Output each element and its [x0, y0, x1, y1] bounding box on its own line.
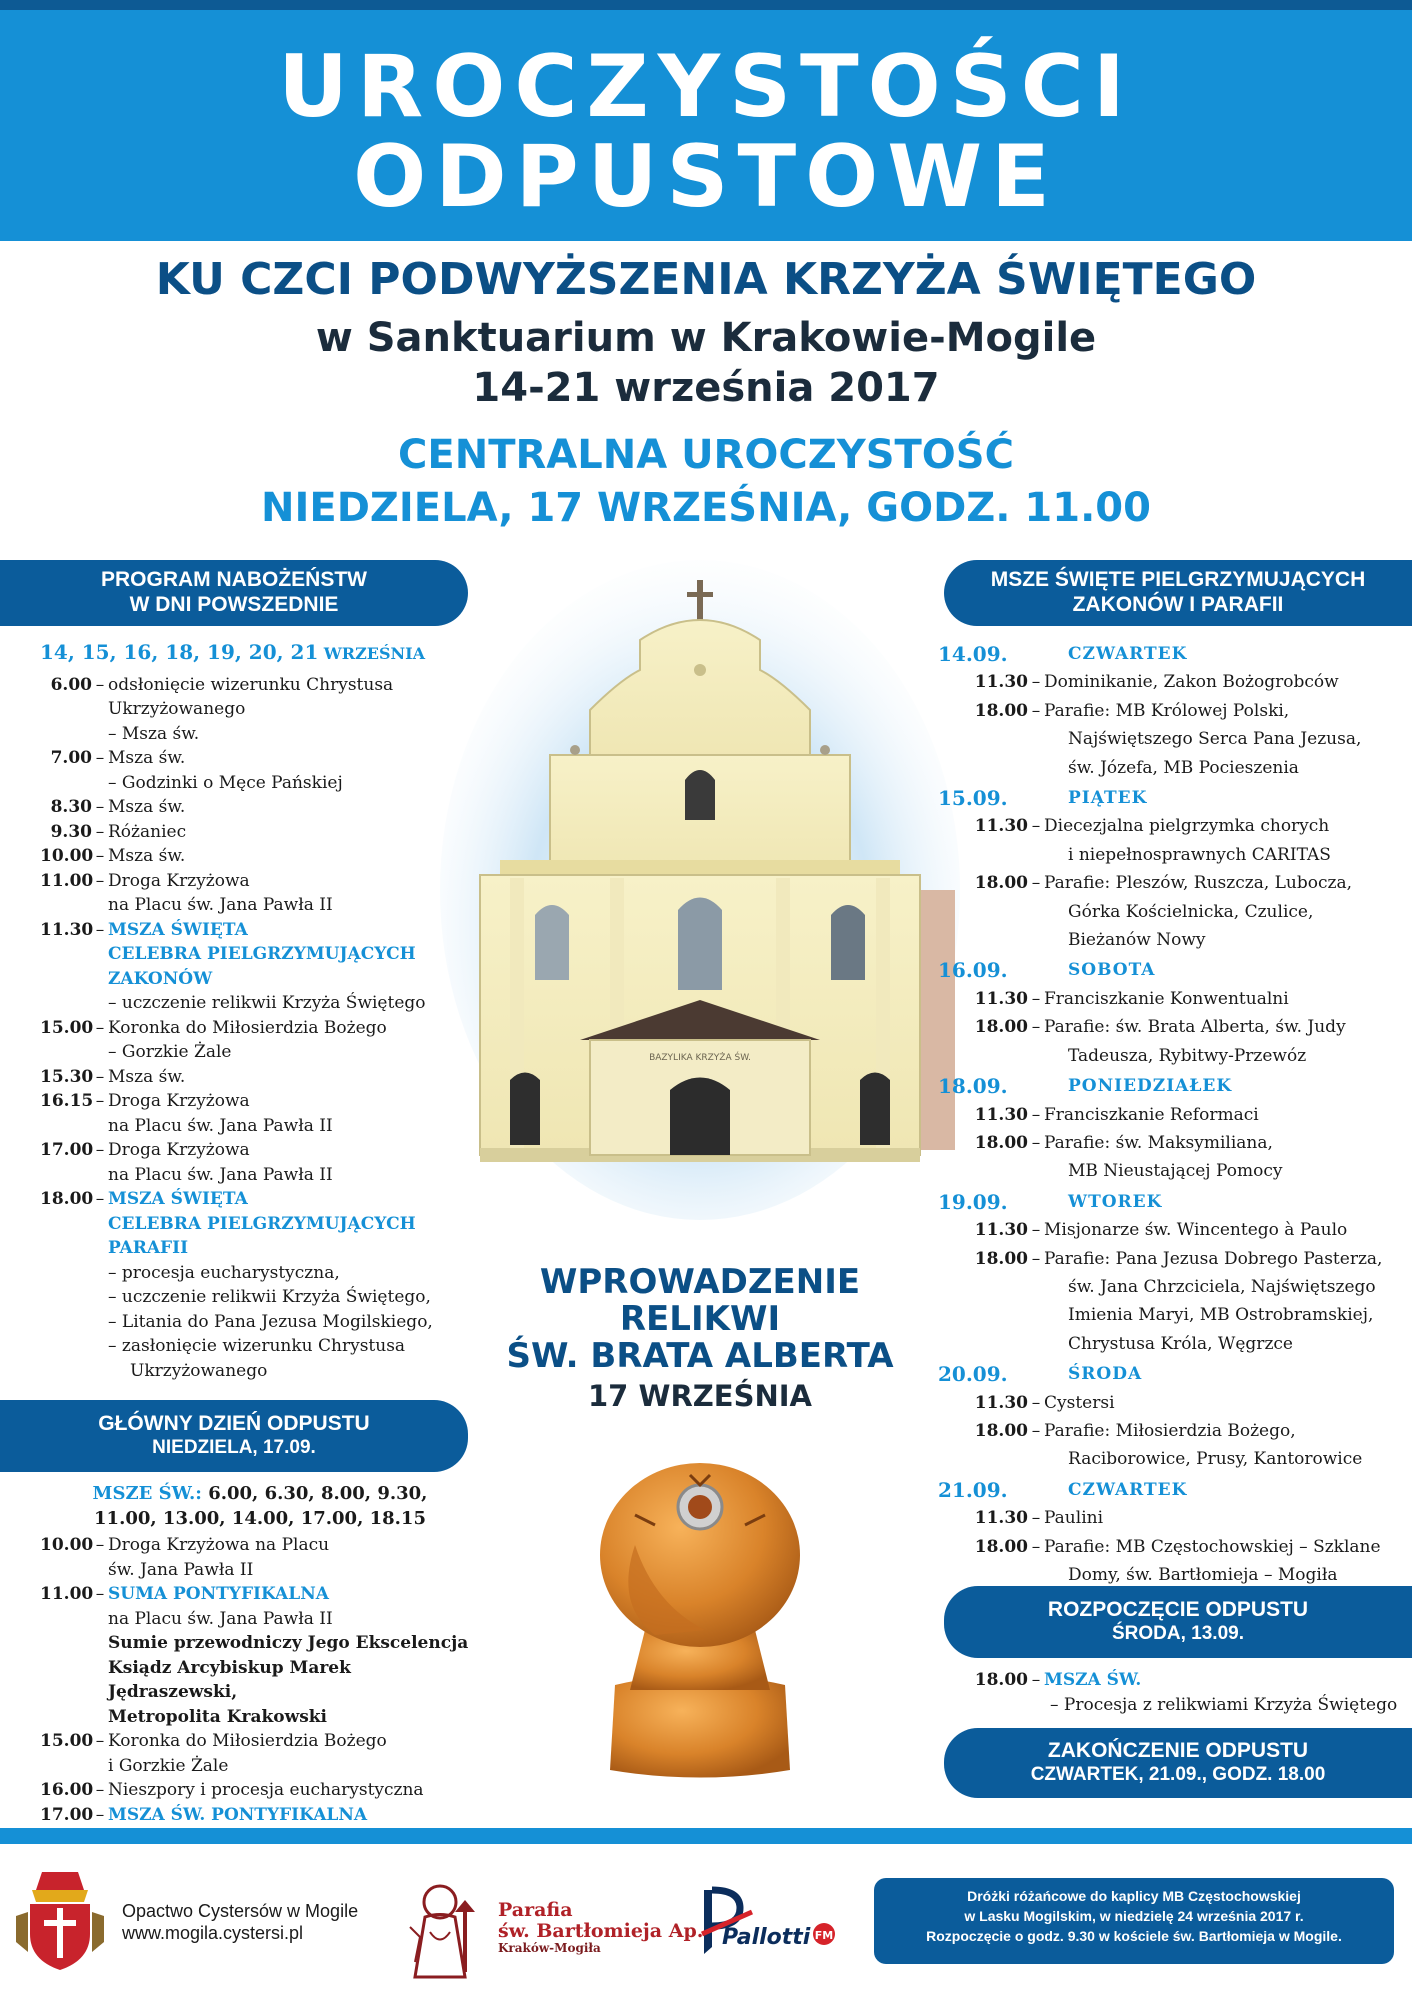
event-cont: Górka Kościelnicka, Czulice,	[1068, 901, 1314, 922]
schedule-row: 17.00 – Droga Krzyżowa	[40, 1138, 460, 1163]
day-name: WTOREK	[1068, 1191, 1163, 1212]
main-day-pill-line2: NIEDZIELA, 17.09.	[152, 1437, 316, 1459]
event: Diecezjalna pielgrzymka chorych	[1044, 816, 1330, 837]
time: 18.00	[974, 1670, 1028, 1690]
event: Droga Krzyżowa na Placu	[108, 1535, 330, 1555]
time: 18.00	[974, 1536, 1028, 1557]
pallotti-fm-logo	[692, 1882, 847, 1962]
event: Nieszpory i procesja eucharystyczna	[108, 1780, 424, 1800]
schedule-row: 15.30 – Msza św.	[40, 1065, 460, 1090]
weekdays-dates-numbers: 14, 15, 16, 18, 19, 20, 21	[40, 640, 319, 664]
masses-line2: 11.00, 13.00, 14.00, 17.00, 18.15	[94, 1507, 426, 1529]
event-cont: św. Jana Pawła II	[108, 1559, 254, 1580]
closing-pill-line1: ZAKOŃCZENIE ODPUSTU	[1047, 1739, 1309, 1763]
abbey-name: Opactwo Cystersów w Mogile	[122, 1901, 359, 1921]
event: Parafie: MB Królowej Polski,	[1044, 700, 1290, 721]
rosary-notice-line3: Rozpoczęcie o godz. 9.30 w kościele św. Bartłomieja w Mogile.	[926, 1928, 1342, 1944]
time: 10.00	[40, 1535, 94, 1555]
schedule-row: 15.00 – Koronka do Miłosierdzia Bożego	[40, 1016, 460, 1041]
event-cont: Bieżanów Nowy	[1068, 930, 1206, 951]
event: Franciszkanie Reformaci	[1044, 1104, 1259, 1125]
day-date: 20.09.	[938, 1362, 1008, 1387]
footer-line	[0, 1828, 1412, 1844]
schedule-row: 9.30 – Różaniec	[40, 820, 460, 845]
main-day-schedule	[40, 1482, 480, 1827]
event: odsłonięcie wizerunku Chrystusa	[108, 674, 394, 695]
time: 11.30	[40, 919, 94, 940]
day-header	[938, 1360, 1408, 1388]
event: Msza św.	[108, 1066, 186, 1087]
weekdays-dates	[40, 640, 460, 667]
time: 18.00	[40, 1189, 94, 1209]
radio-fm-badge: FM	[814, 1929, 834, 1942]
time: 11.30	[974, 1392, 1028, 1413]
abbey-info	[122, 1900, 358, 1944]
parish-info	[498, 1900, 703, 1955]
time: 15.30	[40, 1066, 94, 1087]
schedule-row: 8.30 – Msza św.	[40, 795, 460, 820]
day-header	[938, 1476, 1408, 1504]
church-illustration	[440, 560, 960, 1220]
opening-pill-line2: ŚRODA, 13.09.	[1112, 1623, 1244, 1645]
time: 9.30	[50, 821, 92, 842]
event-cont: – uczczenie relikwii Krzyża Świętego	[108, 993, 426, 1013]
event-highlight: MSZA ŚW. PONTYFIKALNA	[108, 1804, 368, 1825]
time: 15.00	[40, 1017, 94, 1038]
reliquary-image	[575, 1455, 825, 1780]
event: Franciszkanie Konwentualni	[1044, 988, 1289, 1009]
event-cont: Sumie przewodniczy Jego Ekscelencja	[108, 1633, 469, 1653]
time: 18.00	[974, 873, 1028, 894]
day-date: 15.09.	[938, 786, 1008, 811]
event-cont: na Placu św. Jana Pawła II	[108, 1115, 333, 1136]
schedule-row: 18.00 – Parafie: Pleszów, Ruszcza, Lubocza,	[938, 869, 1408, 897]
event-cont: św. Jana Chrzciciela, Najświętszego	[1068, 1276, 1376, 1297]
opening-schedule	[938, 1668, 1408, 1717]
parish-name: św. Bartłomieja Ap.	[498, 1919, 704, 1942]
schedule-row: 18.00 – Parafie: św. Maksymiliana,	[938, 1129, 1408, 1157]
event: Koronka do Miłosierdzia Bożego	[108, 1017, 387, 1038]
event: Msza św.	[108, 846, 186, 866]
time: 16.15	[40, 1091, 94, 1111]
pilgrims-pill-line2: ZAKONÓW I PARAFII	[1072, 593, 1284, 616]
event-cont: Imienia Maryi, MB Ostrobramskiej,	[1068, 1305, 1374, 1326]
schedule-row: 11.30 – Franciszkanie Reformaci	[938, 1101, 1408, 1129]
day-header	[938, 640, 1408, 668]
schedule-row: 18.00 – MSZA ŚW.	[938, 1668, 1408, 1693]
masses-label: MSZE ŚW.:	[92, 1483, 202, 1504]
relic-intro-line3: ŚW. BRATA ALBERTA	[506, 1336, 894, 1376]
event: Parafie: MB Częstochowskiej – Szklane	[1044, 1536, 1381, 1557]
schedule-row: 18.00 – Parafie: MB Częstochowskiej – Szklane	[938, 1533, 1408, 1561]
time: 11.30	[974, 1104, 1028, 1125]
event-cont: – Litania do Pana Jezusa Mogilskiego,	[108, 1311, 433, 1332]
event: Msza św.	[108, 748, 186, 768]
event: Droga Krzyżowa	[108, 870, 250, 891]
event: Różaniec	[108, 821, 187, 842]
event-highlight-cont: CELEBRA PIELGRZYMUJĄCYCH	[108, 944, 416, 964]
day-name: PONIEDZIAŁEK	[1068, 1076, 1233, 1097]
event-cont: Ukrzyżowanego	[108, 699, 246, 719]
time: 18.00	[974, 700, 1028, 721]
schedule-row: 11.30 – Diecezjalna pielgrzymka chorych	[938, 812, 1408, 840]
schedule-row: 15.00 – Koronka do Miłosierdzia Bożego	[40, 1729, 480, 1754]
schedule-row: 17.00 – MSZA ŚW. PONTYFIKALNA	[40, 1803, 480, 1828]
schedule-row: 11.30 – Misjonarze św. Wincentego à Paulo	[938, 1216, 1408, 1244]
day-date: 19.09.	[938, 1189, 1008, 1214]
opening-pill	[944, 1586, 1412, 1658]
parish-label: Parafia	[498, 1899, 573, 1921]
pilgrims-pill	[944, 560, 1412, 626]
schedule-row: 11.30 – Dominikanie, Zakon Bożogrobców	[938, 668, 1408, 696]
event-cont: – Msza św.	[108, 723, 200, 744]
time: 11.00	[40, 870, 94, 891]
schedule-row: 6.00 – odsłonięcie wizerunku Chrystusa	[40, 673, 460, 698]
schedule-row: 11.30 – Paulini	[938, 1504, 1408, 1532]
event-cont: MB Nieustającej Pomocy	[1068, 1161, 1283, 1182]
event-cont: Chrystusa Króla, Węgrzce	[1068, 1333, 1293, 1354]
subtitle: KU CZCI PODWYŻSZENIA KRZYŻA ŚWIĘTEGO	[155, 254, 1257, 305]
weekdays-pill	[0, 560, 468, 626]
day-header	[938, 784, 1408, 812]
time: 6.00	[50, 674, 92, 695]
parish-location: Kraków-Mogiła	[498, 1940, 601, 1955]
main-day-pill	[0, 1400, 468, 1472]
radio-name: Pallotti	[722, 1925, 811, 1950]
event-highlight: MSZA ŚWIĘTA	[108, 1189, 248, 1209]
day-header	[938, 1072, 1408, 1100]
event: Parafie: Pleszów, Ruszcza, Lubocza,	[1044, 873, 1353, 894]
event-cont: na Placu św. Jana Pawła II	[108, 895, 333, 915]
time: 17.00	[40, 1804, 94, 1825]
schedule-row: 10.00 – Msza św.	[40, 844, 460, 869]
schedule-row: 18.00 – MSZA ŚWIĘTA	[40, 1187, 460, 1212]
pilgrims-schedule	[938, 638, 1408, 1589]
relic-intro-line1: WPROWADZENIE	[539, 1262, 861, 1302]
schedule-row: 11.30 – MSZA ŚWIĘTA	[40, 918, 460, 943]
parish-saint-logo	[385, 1872, 495, 1982]
event-cont: Raciborowice, Prusy, Kantorowice	[1068, 1449, 1363, 1470]
time: 17.00	[40, 1140, 94, 1160]
masses-line1: 6.00, 6.30, 8.00, 9.30,	[208, 1483, 428, 1504]
rosary-notice	[874, 1878, 1394, 1964]
event-cont: – uczczenie relikwii Krzyża Świętego,	[108, 1287, 431, 1307]
event: Cystersi	[1044, 1392, 1115, 1413]
pilgrims-pill-line1: MSZE ŚWIĘTE PIELGRZYMUJĄCYCH	[990, 568, 1366, 592]
relic-intro-date: 17 WRZEŚNIA	[588, 1379, 812, 1413]
event: Parafie: Pana Jezusa Dobrego Pasterza,	[1044, 1248, 1383, 1269]
schedule-row: 18.00 – Parafie: Pana Jezusa Dobrego Pasterza,	[938, 1245, 1408, 1273]
event-cont: – Godzinki o Męce Pańskiej	[108, 772, 343, 793]
schedule-row: 18.00 – Parafie: MB Królowej Polski,	[938, 697, 1408, 725]
church-label: BAZYLIKA KRZYŻA ŚW.	[649, 1053, 751, 1063]
time: 18.00	[974, 1420, 1028, 1441]
opening-pill-line1: ROZPOCZĘCIE ODPUSTU	[1047, 1598, 1309, 1622]
schedule-row: 7.00 – Msza św.	[40, 746, 460, 771]
event-cont: – procesja eucharystyczna,	[108, 1262, 340, 1283]
time: 18.00	[974, 1017, 1028, 1038]
place-line: w Sanktuarium w Krakowie-Mogile	[315, 315, 1097, 361]
main-title-line1: UROCZYSTOŚCI	[278, 37, 1134, 137]
event-cont: – Gorzkie Żale	[108, 1042, 232, 1062]
event-highlight-cont: ZAKONÓW	[108, 968, 213, 989]
event: Msza św.	[108, 797, 186, 817]
time: 11.00	[40, 1584, 94, 1604]
day-name: SOBOTA	[1068, 960, 1156, 981]
day-date: 16.09.	[938, 958, 1008, 983]
time: 7.00	[50, 748, 92, 768]
event-highlight: SUMA PONTYFIKALNA	[108, 1584, 329, 1604]
event: Parafie: Miłosierdzia Bożego,	[1044, 1420, 1296, 1441]
schedule-row: 11.00 – SUMA PONTYFIKALNA	[40, 1582, 480, 1607]
schedule-row: 18.00 – Parafie: Miłosierdzia Bożego,	[938, 1417, 1408, 1445]
weekdays-schedule	[40, 640, 460, 1383]
event: Koronka do Miłosierdzia Bożego	[108, 1731, 387, 1751]
schedule-row: 16.15 – Droga Krzyżowa	[40, 1089, 460, 1114]
schedule-row: 11.30 – Franciszkanie Konwentualni	[938, 985, 1408, 1013]
masses-list	[40, 1482, 480, 1507]
closing-pill-line2: CZWARTEK, 21.09., GODZ. 18.00	[1030, 1764, 1326, 1786]
time: 11.30	[974, 816, 1028, 837]
day-header	[938, 956, 1408, 984]
event-cont: – zasłonięcie wizerunku Chrystusa	[108, 1336, 406, 1356]
event-highlight: MSZA ŚW.	[1044, 1670, 1142, 1690]
schedule-row: 11.30 – Cystersi	[938, 1389, 1408, 1417]
event-cont: Ukrzyżowanego	[130, 1360, 268, 1381]
event-cont: i Gorzkie Żale	[108, 1755, 229, 1776]
central-celebration-date: NIEDZIELA, 17 WRZEŚNIA, GODZ. 11.00	[261, 485, 1151, 531]
event: Droga Krzyżowa	[108, 1091, 250, 1111]
time: 16.00	[40, 1780, 94, 1800]
central-celebration-title: CENTRALNA UROCZYSTOŚĆ	[398, 432, 1014, 478]
day-name: PIĄTEK	[1068, 788, 1148, 809]
event-cont: na Placu św. Jana Pawła II	[108, 1164, 333, 1185]
time: 10.00	[40, 846, 94, 866]
event-cont: Tadeusza, Rybitwy-Przewóz	[1068, 1045, 1307, 1066]
event-highlight: MSZA ŚWIĘTA	[108, 919, 248, 940]
event-highlight-cont: CELEBRA PIELGRZYMUJĄCYCH	[108, 1213, 416, 1234]
schedule-row: 10.00 – Droga Krzyżowa na Placu	[40, 1533, 480, 1558]
time: 11.30	[974, 1220, 1028, 1241]
event: Dominikanie, Zakon Bożogrobców	[1044, 672, 1339, 693]
weekdays-pill-line1: PROGRAM NABOŻEŃSTW	[101, 568, 367, 592]
event-cont: i niepełnosprawnych CARITAS	[1068, 844, 1331, 865]
schedule-row: 16.00 – Nieszpory i procesja eucharystyczna	[40, 1778, 480, 1803]
day-header	[938, 1188, 1408, 1216]
event: Droga Krzyżowa	[108, 1140, 250, 1160]
event-cont: na Placu św. Jana Pawła II	[108, 1608, 333, 1629]
time: 11.30	[974, 988, 1028, 1009]
main-title-line2: ODPUSTOWE	[353, 127, 1059, 227]
day-date: 21.09.	[938, 1477, 1008, 1502]
schedule-row: 18.00 – Parafie: św. Brata Alberta, św. Judy	[938, 1013, 1408, 1041]
event-cont: św. Józefa, MB Pocieszenia	[1068, 757, 1299, 778]
cistercian-abbey-logo	[12, 1872, 108, 1972]
event-highlight-cont: PARAFII	[108, 1238, 189, 1258]
day-name: CZWARTEK	[1068, 1479, 1188, 1500]
day-date: 14.09.	[938, 642, 1008, 666]
weekdays-dates-month: WRZEŚNIA	[323, 644, 426, 663]
time: 18.00	[974, 1248, 1028, 1269]
event-cont: Metropolita Krakowski	[108, 1706, 328, 1727]
event: Parafie: św. Maksymiliana,	[1044, 1132, 1273, 1153]
weekdays-pill-line2: W DNI POWSZEDNIE	[129, 593, 339, 616]
event-cont: Najświętszego Serca Pana Jezusa,	[1068, 729, 1362, 750]
main-day-pill-line1: GŁÓWNY DZIEŃ ODPUSTU	[98, 1412, 370, 1436]
event-cont: Domy, św. Bartłomieja – Mogiła	[1068, 1565, 1338, 1585]
day-name: CZWARTEK	[1068, 644, 1188, 664]
event: Paulini	[1044, 1508, 1104, 1529]
day-name: ŚRODA	[1068, 1364, 1143, 1385]
time: 11.30	[974, 672, 1028, 693]
event-cont: – Procesja z relikwiami Krzyża Świętego	[1050, 1694, 1398, 1715]
abbey-website-link[interactable]: www.mogila.cystersi.pl	[122, 1923, 304, 1943]
event: Parafie: św. Brata Alberta, św. Judy	[1044, 1017, 1346, 1038]
event-cont: Ksiądz Arcybiskup Marek Jędraszewski,	[108, 1657, 351, 1702]
time: 18.00	[974, 1132, 1028, 1153]
relic-intro-line2: RELIKWI	[619, 1299, 781, 1339]
time: 8.30	[50, 797, 92, 817]
dates-line: 14-21 września 2017	[472, 365, 940, 411]
day-date: 18.09.	[938, 1074, 1008, 1099]
event: Misjonarze św. Wincentego à Paulo	[1044, 1220, 1348, 1241]
time: 11.30	[974, 1508, 1028, 1529]
closing-pill	[944, 1728, 1412, 1798]
rosary-notice-line2: w Lasku Mogilskim, w niedzielę 24 września 2017 r.	[964, 1908, 1304, 1924]
rosary-notice-line1: Dróżki różańcowe do kaplicy MB Częstochowskiej	[967, 1888, 1301, 1904]
schedule-row: 11.00 – Droga Krzyżowa	[40, 869, 460, 894]
time: 15.00	[40, 1731, 94, 1751]
